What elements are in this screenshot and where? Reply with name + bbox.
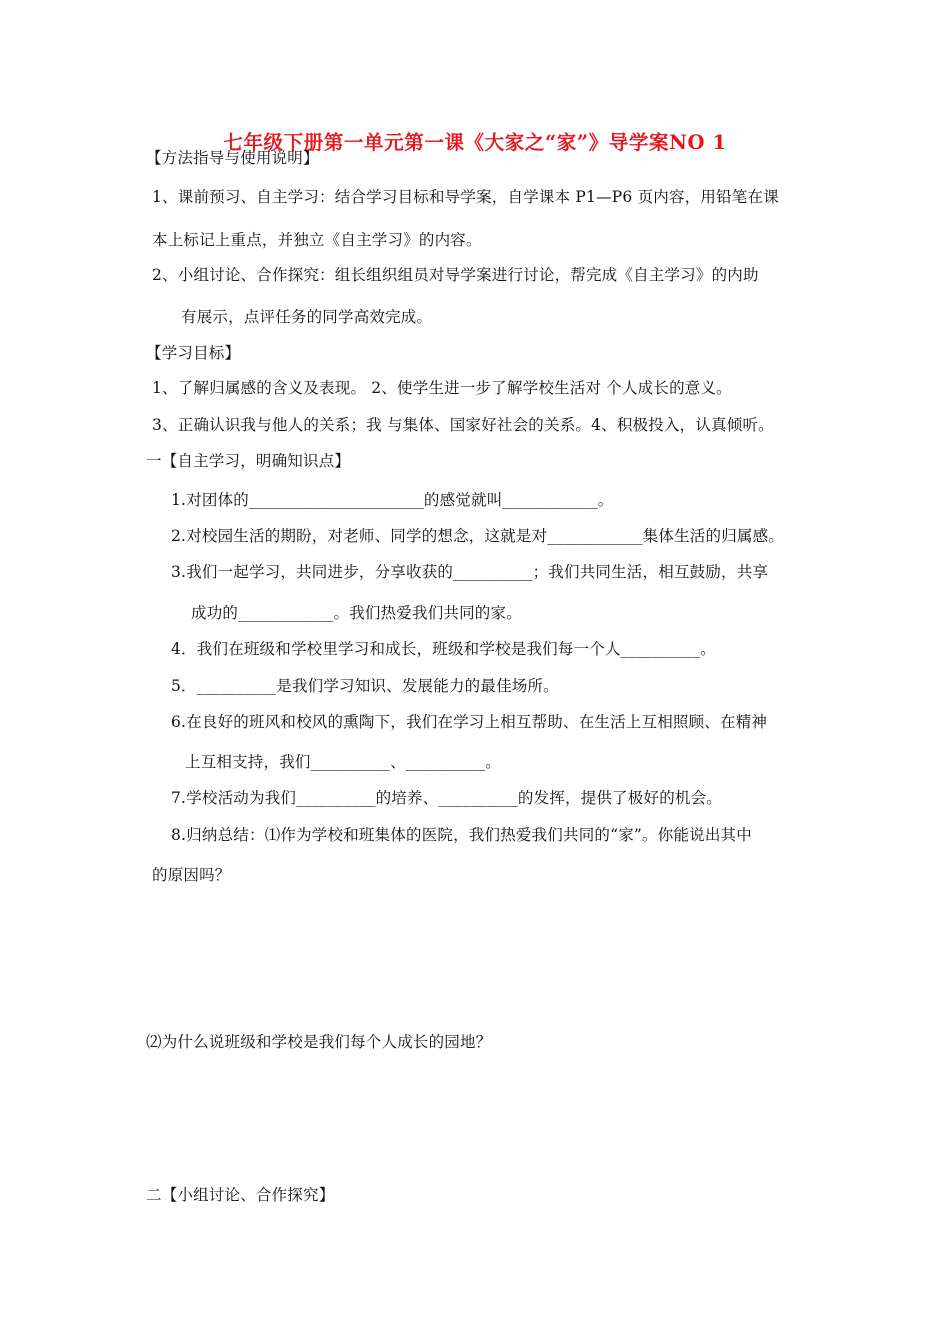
question-6-line-2: 上互相支持，我们__________、__________。	[185, 753, 502, 771]
question-8-line-1: 8.归纳总结：⑴作为学校和班集体的医院，我们热爱我们共同的“家”。你能说出其中	[171, 826, 752, 844]
question-3-line-1: 3.我们一起学习，共同进步，分享收获的__________；我们共同生活，相互鼓励，共享	[171, 563, 769, 581]
question-3-line-2: 成功的____________。我们热爱我们共同的家。	[191, 604, 522, 622]
question-8-line-2: 的原因吗？	[152, 866, 231, 884]
question-8-part-2: ⑵为什么说班级和学校是我们每个人成长的园地？	[146, 1033, 492, 1051]
section-heading-group-discussion: 二【小组讨论、合作探究】	[146, 1186, 335, 1204]
instruction-2-line-2: 有展示，点评任务的同学高效完成。	[181, 308, 433, 326]
section-heading-instructions: 【方法指导与使用说明】	[146, 149, 319, 167]
instruction-1-line-2: 本上标记上重点，并独立《自主学习》的内容。	[152, 231, 482, 249]
section-heading-self-study: 一【自主学习，明确知识点】	[146, 452, 351, 470]
question-4: 4．我们在班级和学校里学习和成长，班级和学校是我们每一个人__________。	[171, 640, 716, 658]
question-7: 7.学校活动为我们__________的培养、__________的发挥，提供了极好的机会。	[171, 789, 722, 807]
question-5: 5．__________是我们学习知识、发展能力的最佳场所。	[171, 677, 559, 695]
objectives-line-1: 1、了解归属感的含义及表现。 2、使学生进一步了解学校生活对 个人成长的意义。	[152, 379, 732, 397]
objectives-line-2: 3、正确认识我与他人的关系；我 与集体、国家好社会的关系。4、积极投入，认真倾听。	[152, 416, 774, 434]
question-2: 2.对校园生活的期盼，对老师、同学的想念，这就是对____________集体生活的归属感。	[171, 527, 784, 545]
question-1: 1.对团体的______________________的感觉就叫____________。	[171, 491, 614, 509]
instruction-2-line-1: 2、小组讨论、合作探究：组长组织组员对导学案进行讨论，帮完成《自主学习》的内助	[152, 266, 759, 284]
section-heading-objectives: 【学习目标】	[146, 344, 241, 362]
question-6-line-1: 6.在良好的班风和校风的熏陶下，我们在学习上相互帮助、在生活上互相照顾、在精神	[171, 713, 768, 731]
document-title: 七年级下册第一单元第一课《大家之“家”》导学案NO 1	[223, 131, 727, 154]
instruction-1-line-1: 1、课前预习、自主学习：结合学习目标和导学案，自学课本 P1—P6 页内容，用铅笔在课	[152, 188, 779, 206]
